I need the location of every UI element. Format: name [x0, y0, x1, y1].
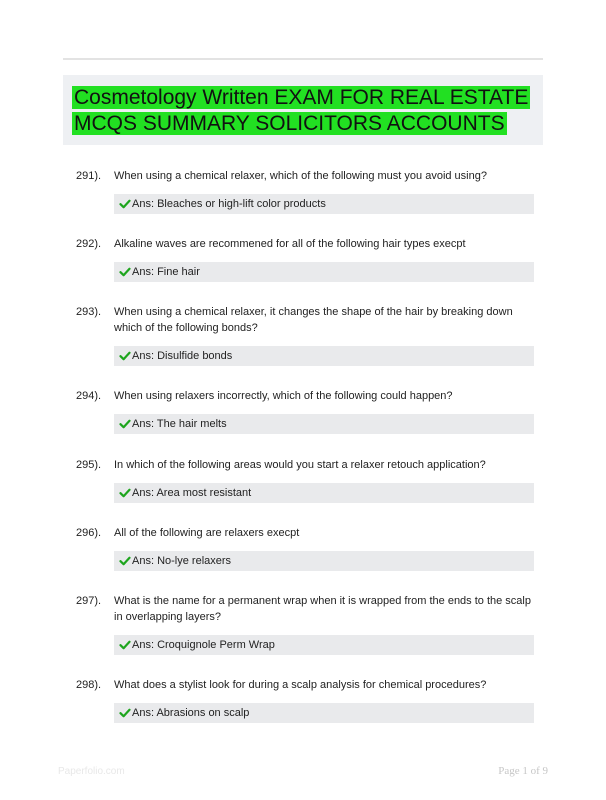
answer-box [114, 551, 534, 571]
question-number: 295). [76, 459, 102, 471]
answer-value: Bleaches or high-lift color products [157, 198, 326, 210]
checkmark-icon [119, 418, 131, 430]
answer-box [114, 635, 534, 655]
page-indicator: Page 1 of 9 [498, 765, 548, 777]
answer-prefix: Ans: [132, 639, 158, 651]
answer-value: Area most resistant [156, 487, 252, 499]
answer-box [114, 262, 534, 282]
answer-prefix: Ans: [132, 418, 157, 430]
document-title: Cosmetology Written EXAM FOR REAL ESTATE MCQS SUMMARY SOLICITORS ACCOUNTS [74, 86, 529, 135]
checkmark-icon [119, 555, 131, 567]
question-number: 294). [76, 390, 102, 402]
checkmark-icon [119, 707, 131, 719]
answer-prefix: Ans: [132, 487, 157, 499]
checkmark-icon [119, 198, 131, 210]
answer-box [114, 414, 534, 434]
answer-value: The hair melts [156, 418, 227, 430]
question-text: When using a chemical relaxer, which of the following must you avoid using? [114, 170, 487, 182]
answer-text [132, 414, 227, 434]
checkmark-icon [119, 350, 131, 362]
question-number: 291). [76, 170, 102, 182]
answer-text [132, 635, 275, 655]
answer-text [132, 551, 231, 571]
answer-text [132, 703, 249, 723]
answer-text [132, 483, 251, 503]
top-divider [63, 58, 543, 60]
answer-box [114, 346, 534, 366]
question-text: In which of the following areas would you start a relaxer retouch application? [114, 459, 486, 471]
answer-prefix: Ans: [132, 266, 158, 278]
answer-box [114, 483, 534, 503]
question-number: 297). [76, 595, 102, 607]
answer-value: No-lye relaxers [157, 555, 232, 567]
checkmark-icon [119, 487, 131, 499]
answer-value: Croquignole Perm Wrap [157, 639, 275, 651]
answer-prefix: Ans: [132, 707, 157, 719]
answer-text [132, 346, 232, 366]
answer-text [132, 194, 326, 214]
footer-watermark: Paperfolio.com [58, 766, 125, 777]
question-number: 292). [76, 238, 102, 250]
title-banner [63, 75, 543, 145]
answer-prefix: Ans: [132, 350, 158, 362]
question-text: What does a stylist look for during a scalp analysis for chemical procedures? [114, 679, 487, 691]
answer-value: Disulfide bonds [157, 350, 233, 362]
question-text: Alkaline waves are recommened for all of the following hair types execpt [114, 238, 466, 250]
question-text: When using relaxers incorrectly, which of the following could happen? [114, 390, 453, 402]
question-number: 296). [76, 527, 102, 539]
answer-box [114, 703, 534, 723]
checkmark-icon [119, 266, 131, 278]
question-text: All of the following are relaxers execpt [114, 527, 300, 539]
answer-value: Fine hair [157, 266, 200, 278]
question-number: 293). [76, 306, 102, 318]
answer-box [114, 194, 534, 214]
question-number: 298). [76, 679, 102, 691]
answer-text [132, 262, 200, 282]
question-text: When using a chemical relaxer, it changes the shape of the hair by breaking down which of the following bonds? [114, 306, 513, 334]
answer-prefix: Ans: [132, 555, 158, 567]
answer-value: Abrasions on scalp [156, 707, 250, 719]
checkmark-icon [119, 639, 131, 651]
question-text: What is the name for a permanent wrap when it is wrapped from the ends to the scalp in overlapping layers? [114, 595, 531, 623]
answer-prefix: Ans: [132, 198, 158, 210]
